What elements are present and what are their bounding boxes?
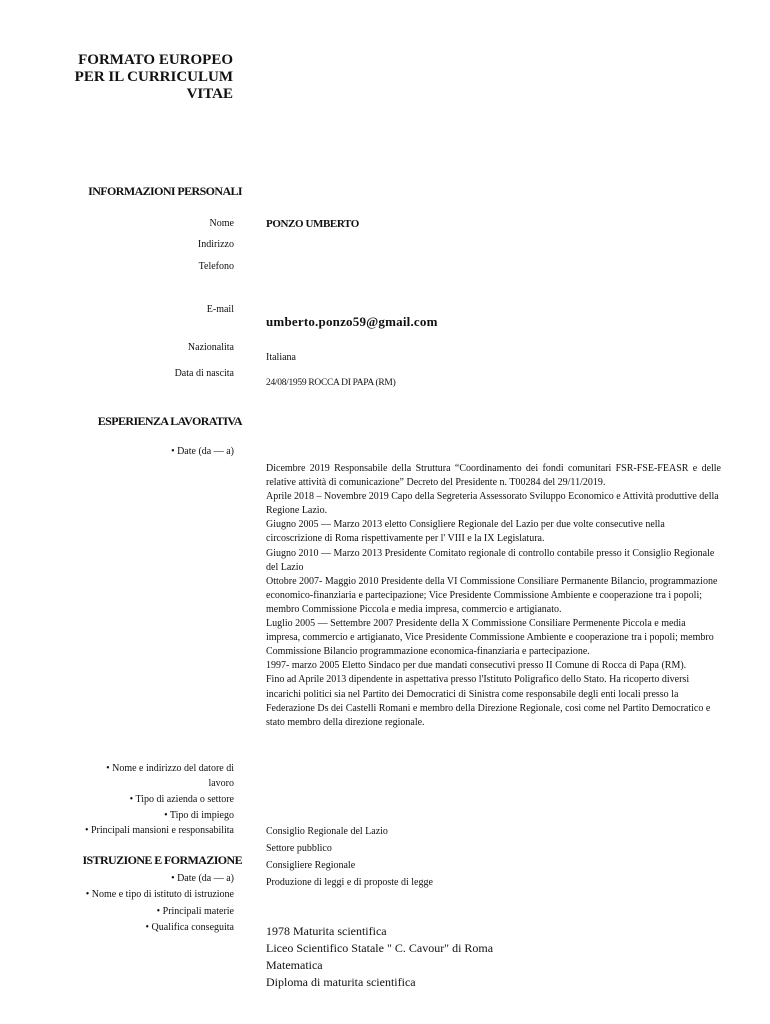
value-impiego: Consigliere Regionale — [266, 860, 356, 871]
title-line: FORMATO EUROPEO — [78, 52, 233, 68]
value-edu-istituto: Liceo Scientifico Statale " C. Cavour" di Roma — [266, 941, 494, 955]
title-line: PER IL CURRICULUM — [74, 69, 233, 85]
label-edu-materie: • Principali materie — [156, 906, 234, 917]
experience-entries — [266, 462, 721, 730]
section-heading-education: ISTRUZIONE E FORMAZIONE — [82, 853, 242, 867]
experience-entry: Giugno 2005 — Marzo 2013 eletto Consigliere Regionale del Lazio per due volte consecutive nella circoscrizione di Roma rispettivamente per l' VIII e la IX Legislatura. — [266, 519, 665, 545]
value-edu-date: 1978 Maturita scientifica — [266, 924, 387, 938]
label-nome: Nome — [209, 218, 234, 229]
value-edu-materie: Matematica — [266, 958, 323, 972]
education-values — [266, 923, 493, 991]
label-indirizzo: Indirizzo — [197, 239, 234, 250]
label-tipo-azienda: • Tipo di azienda o settore — [129, 794, 234, 805]
label-tipo-impiego: • Tipo di impiego — [164, 810, 234, 821]
value-data-nascita: 24/08/1959 ROCCA DI PAPA (RM) — [266, 378, 396, 388]
section-heading-experience: ESPERIENZA LAVORATIVA — [97, 414, 242, 428]
value-mansioni: Produzione di leggi e di proposte di legge — [266, 877, 433, 888]
label-mansioni: • Principali mansioni e responsabilita — [84, 825, 234, 836]
value-nome: PONZO UMBERTO — [266, 218, 359, 230]
label-edu-date: • Date (da — a) — [171, 873, 234, 884]
value-edu-qualifica: Diploma di maturita scientifica — [266, 975, 416, 989]
experience-entry: Giugno 2010 — Marzo 2013 Presidente Comitato regionale di controllo contabile presso it Consiglio Regionale del Lazio — [266, 547, 715, 573]
label-telefono: Telefono — [198, 261, 234, 272]
value-settore: Settore pubblico — [266, 843, 332, 854]
label-data-nascita: Data di nascita — [174, 368, 234, 379]
cv-title — [40, 52, 233, 103]
experience-entry: Aprile 2018 – Novembre 2019 Capo della Segreteria Assessorato Sviluppo Economico e Attività produttive della Regione Lazio. — [266, 491, 719, 517]
value-email: umberto.ponzo59@gmail.com — [266, 314, 438, 329]
value-datore: Consiglio Regionale del Lazio — [266, 826, 388, 837]
experience-values — [266, 823, 433, 891]
label-exp-date: • Date (da — a) — [171, 446, 234, 457]
experience-entry: Fino ad Aprile 2013 dipendente in aspettativa presso l'Istituto Poligrafico dello Stato. Ha ricoperto diversi incarichi politici sia nel Partito dei Democratici di Sinistra come responsabile degli enti locali presso la Federazione Ds dei Castelli Romani e membro della Direzione Regionale, cosi come nel Partito Democratico e stato membro della direzione regionale. — [266, 674, 711, 728]
label-edu-qualifica: • Qualifica conseguita — [145, 922, 234, 933]
label-datore-line1: • Nome e indirizzo del datore di — [106, 763, 234, 774]
experience-entry: 1997- marzo 2005 Eletto Sindaco per due mandati consecutivi presso II Comune di Rocca di Papa (RM). — [266, 660, 687, 672]
label-email: E-mail — [206, 304, 234, 315]
experience-entry: Luglio 2005 — Settembre 2007 Presidente della X Commissione Consiliare Permenente Piccola e media impresa, commercio e artigianato, Vice Presidente Commissione Ambiente e cooperazione tra i popoli; membro Commissione Bilancio programmazione economica-finanziaria e partecipazione. — [266, 618, 714, 658]
section-heading-personal: INFORMAZIONI PERSONALI — [88, 184, 242, 198]
value-nazionalita: Italiana — [266, 352, 296, 363]
label-datore-line2: lavoro — [208, 778, 234, 789]
experience-entry: Dicembre 2019 Responsabile della Struttura “Coordinamento dei fondi comunitari FSR-FSE-FEASR e delle relative attività di comunicazione” Decreto del Presidente n. T00284 del 29/11/2019. — [266, 463, 721, 489]
label-nazionalita: Nazionalita — [187, 342, 234, 353]
title-line: VITAE — [186, 86, 233, 102]
experience-entry: Ottobre 2007- Maggio 2010 Presidente della VI Commissione Consiliare Permanente Bilancio, programmazione economico-finanziaria e partecipazione; Vice Presidente Commissione Ambiente e cooperazione tra i popoli; membro Commissione Piccola e media impresa, commercio e artigianato. — [266, 575, 718, 615]
label-edu-istituto: • Nome e tipo di istituto di istruzione — [85, 889, 234, 900]
